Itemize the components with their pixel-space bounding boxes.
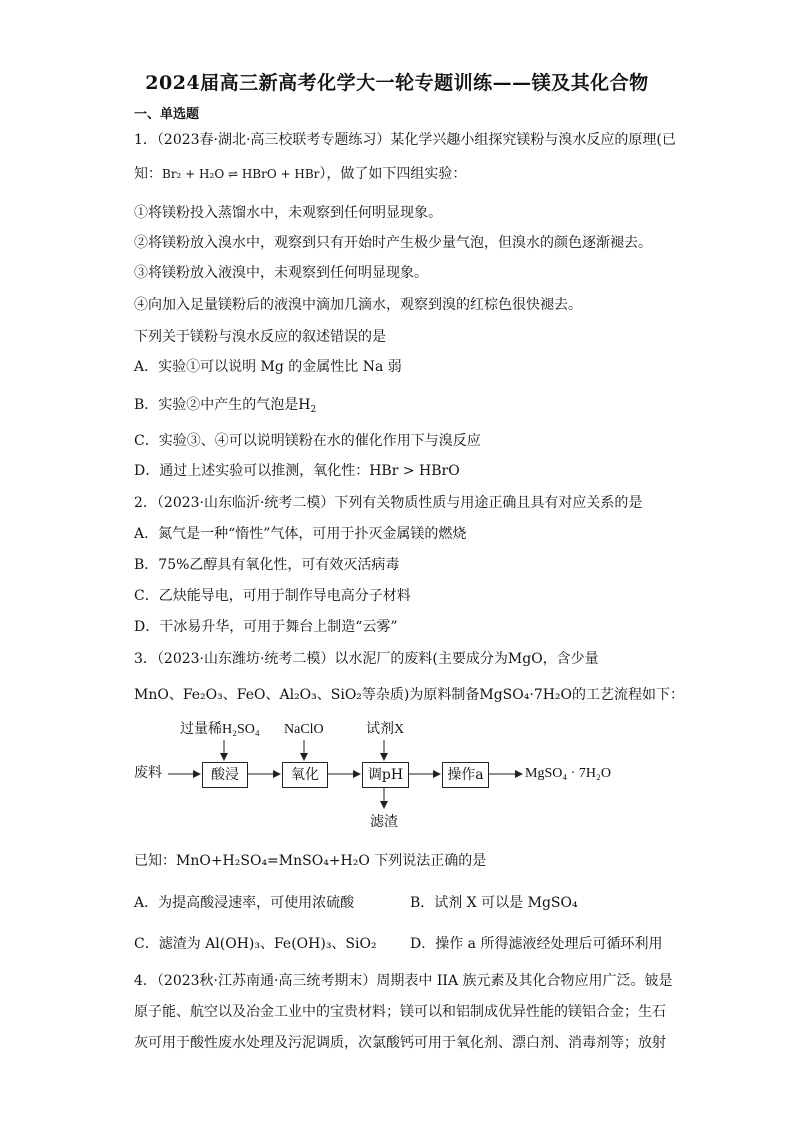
q2-option-c: C．乙炔能导电，可用于制作导电高分子材料 xyxy=(134,588,411,604)
flow-residue: 滤渣 xyxy=(370,815,398,830)
q1-line2-post: ），做了如下四组实验： xyxy=(319,166,467,182)
q1-option-b-sub: 2 xyxy=(310,405,317,415)
q1-equation: Br₂ + H₂O ⇌ HBrO + HBr xyxy=(162,167,320,181)
q2-head: 2．（2023·山东临沂·统考二模）下列有关物质性质与用途正确且具有对应关系的是 xyxy=(134,495,643,511)
q3-head: 3．（2023·山东潍坊·统考二模）以水泥厂的废料(主要成分为MgO，含少量 xyxy=(134,651,599,667)
flow-reagent3: 试剂X xyxy=(366,722,405,737)
q1-option-b-formula: H xyxy=(298,397,311,413)
q1-line2-pre: 知： xyxy=(134,166,162,182)
q1-exp1: ①将镁粉投入蒸馏水中，未观察到任何明显现象。 xyxy=(134,205,442,221)
q3-line2: MnO、Fe₂O₃、FeO、Al₂O₃、SiO₂等杂质)为原料制备MgSO₄·7H₂O的工艺流程如下： xyxy=(134,687,685,703)
document-title: 2024届高三新高考化学大一轮专题训练——镁及其化合物 xyxy=(145,72,649,94)
section-heading: 一、单选题 xyxy=(134,107,200,122)
q3-option-b: B．试剂 X 可以是 MgSO₄ xyxy=(410,895,578,911)
q2-option-b: B．75%乙醇具有氧化性，可有效灭活病毒 xyxy=(134,557,400,573)
q1-head: 1．（2023春·湖北·高三校联考专题练习）某化学兴趣小组探究镁粉与溴水反应的原理(已 xyxy=(134,132,676,148)
q4-line3: 灰可用于酸性废水处理及污泥调质，次氯酸钙可用于氧化剂、漂白剂、消毒剂等；放射 xyxy=(134,1035,666,1051)
process-flowchart xyxy=(130,716,670,836)
flow-step-operation-a: 操作a xyxy=(442,762,489,788)
q1-option-a: A．实验①可以说明 Mg 的金属性比 Na 弱 xyxy=(134,359,402,375)
flow-product: MgSO₄ · 7H₂O xyxy=(525,766,611,781)
flow-input: 废料 xyxy=(134,766,162,781)
q1-exp4: ④向加入足量镁粉后的液溴中滴加几滴水，观察到溴的红棕色很快褪去。 xyxy=(134,297,582,313)
q1-stem: 下列关于镁粉与溴水反应的叙述错误的是 xyxy=(134,329,386,345)
q1-option-c: C．实验③、④可以说明镁粉在水的催化作用下与溴反应 xyxy=(134,433,481,449)
q1-option-d: D．通过上述实验可以推测，氧化性：HBr > HBrO xyxy=(134,463,460,479)
q1-exp2: ②将镁粉放入溴水中，观察到只有开始时产生极少量气泡，但溴水的颜色逐渐褪去。 xyxy=(134,235,652,251)
flow-step-adjust-ph: 调pH xyxy=(362,762,409,788)
q2-option-d: D．干冰易升华，可用于舞台上制造“云雾” xyxy=(134,619,398,635)
flow-step-acid-leach: 酸浸 xyxy=(202,762,248,788)
flow-step-oxidize: 氧化 xyxy=(282,762,328,788)
q3-option-d: D．操作 a 所得滤液经处理后可循环利用 xyxy=(410,936,663,952)
q3-option-a: A．为提高酸浸速率，可使用浓硫酸 xyxy=(134,895,355,911)
q1-line2 xyxy=(134,165,466,183)
q1-option-b xyxy=(134,396,316,419)
q3-option-c: C．滤渣为 Al(OH)₃、Fe(OH)₃、SiO₂ xyxy=(134,936,377,952)
q1-exp3: ③将镁粉放入液溴中，未观察到任何明显现象。 xyxy=(134,265,428,281)
q3-known: 已知：MnO+H₂SO₄=MnSO₄+H₂O 下列说法正确的是 xyxy=(134,853,487,869)
q2-option-a: A．氮气是一种“惰性”气体，可用于扑灭金属镁的燃烧 xyxy=(134,526,467,542)
q1-option-b-text: B．实验②中产生的气泡是 xyxy=(134,397,299,413)
q4-line2: 原子能、航空以及冶金工业中的宝贵材料；镁可以和铝制成优异性能的镁铝合金；生石 xyxy=(134,1004,666,1020)
flow-reagent2: NaClO xyxy=(284,722,324,737)
flow-reagent1: 过量稀H₂SO₄ xyxy=(180,722,260,737)
q4-line1: 4．（2023秋·江苏南通·高三统考期末）周期表中 IIA 族元素及其化合物应用广泛。铍是 xyxy=(134,973,673,989)
